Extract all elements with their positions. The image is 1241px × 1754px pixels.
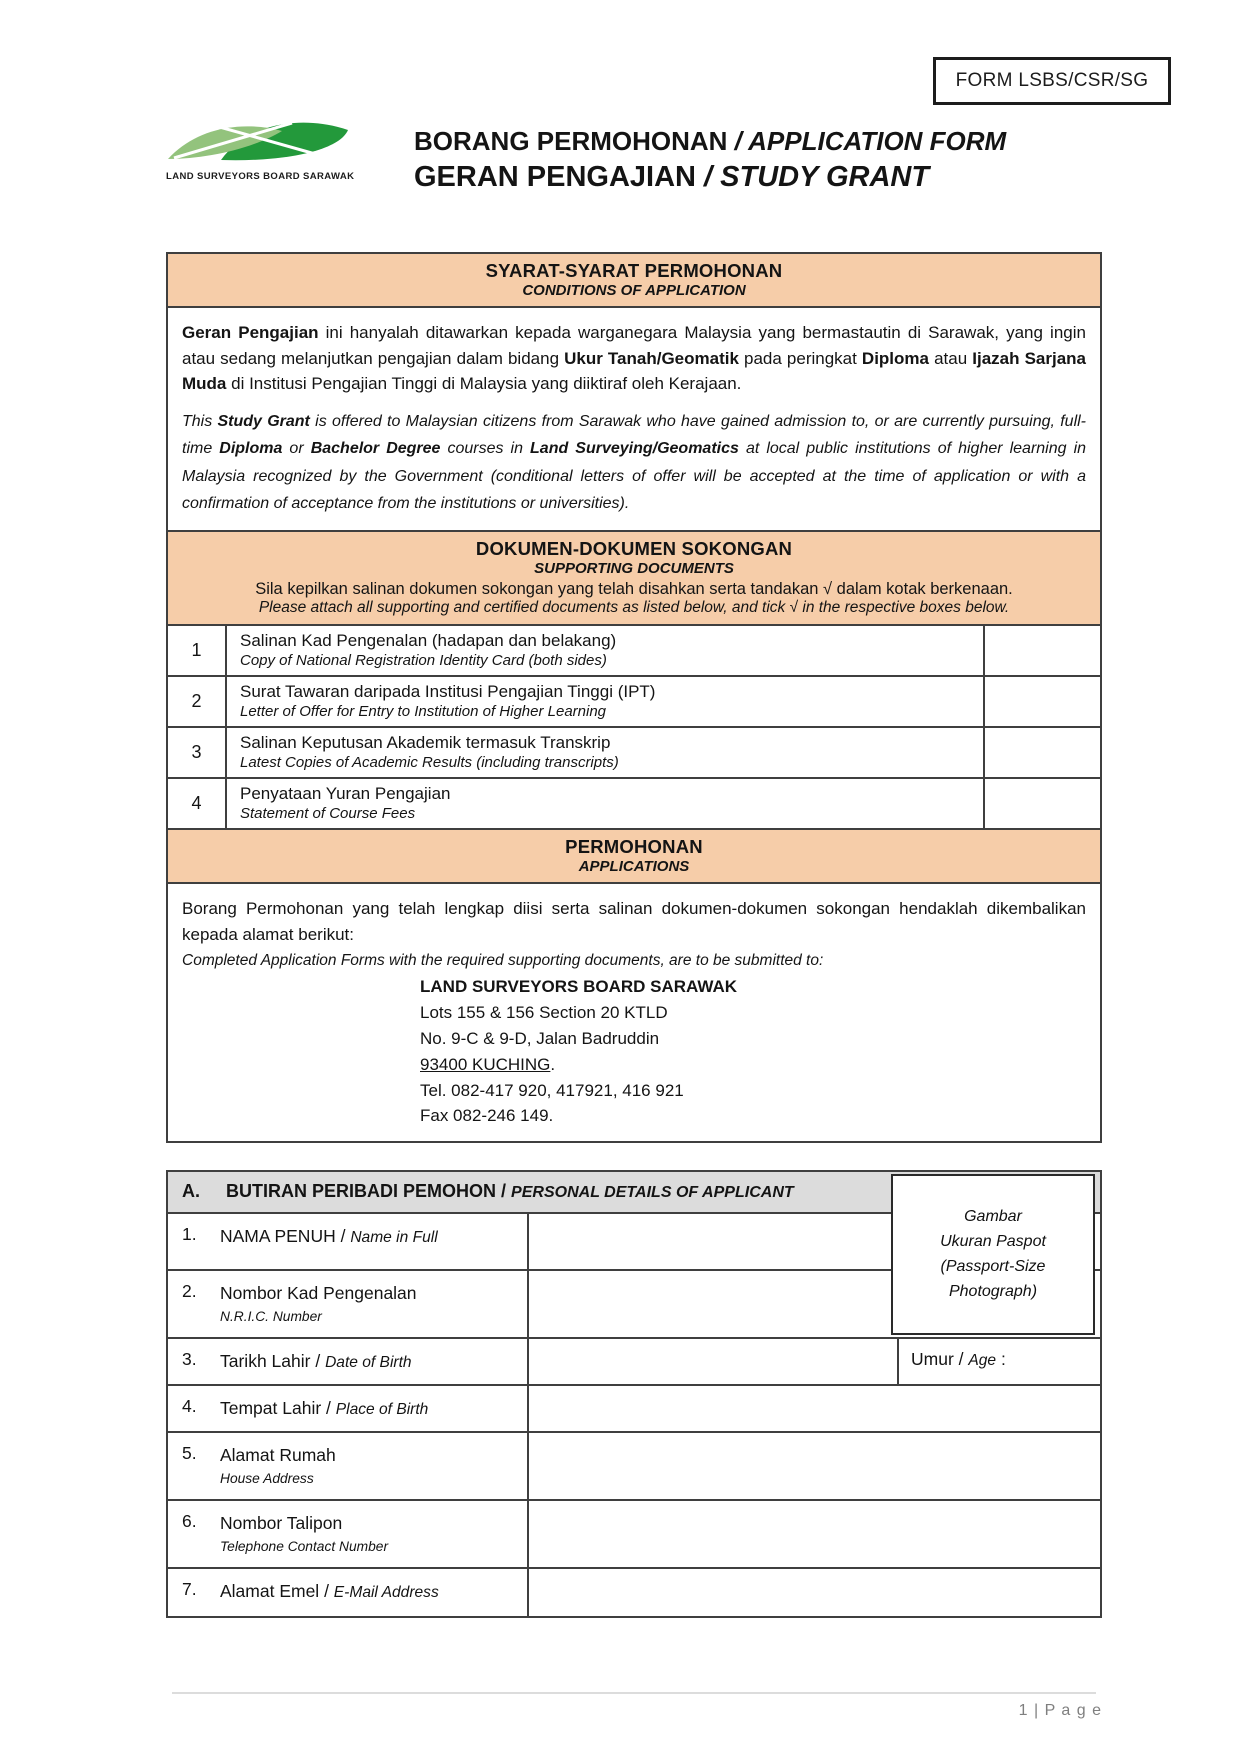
section-a-letter: A. bbox=[182, 1181, 200, 1202]
form-title-line1: BORANG PERMOHONAN / APPLICATION FORM bbox=[414, 126, 1007, 156]
photo-box-line-1: Gambar bbox=[964, 1208, 1022, 1226]
field-text-bm: Nombor Talipon bbox=[220, 1513, 343, 1534]
field-text bbox=[220, 1443, 336, 1489]
field-text: NAMA PENUH / Name in Full bbox=[220, 1226, 438, 1247]
document-row-2-bm: Surat Tawaran daripada Institusi Pengajian Tinggi (IPT) bbox=[240, 681, 656, 701]
tick-box-cell-1[interactable] bbox=[985, 626, 1100, 675]
field-number: 1. bbox=[182, 1224, 197, 1245]
tick-box-cell-2[interactable] bbox=[985, 677, 1100, 726]
applications-paragraph-en: Completed Application Forms with the required supporting documents, are to be submitted to: bbox=[182, 952, 824, 970]
section-a-title: BUTIRAN PERIBADI PEMOHON / PERSONAL DETAILS OF APPLICANT bbox=[226, 1181, 794, 1202]
field-value-date-of-birth-wrap bbox=[527, 1339, 1100, 1384]
applications-heading-bm: PERMOHONAN bbox=[565, 835, 703, 857]
document-row-3-description bbox=[227, 728, 985, 777]
field-row-house-address bbox=[168, 1433, 1100, 1501]
field-row-telephone bbox=[168, 1501, 1100, 1569]
field-label-nric bbox=[168, 1271, 527, 1337]
field-text: Tempat Lahir / Place of Birth bbox=[220, 1398, 429, 1419]
conditions-header bbox=[168, 254, 1100, 308]
document-row-4-number: 4 bbox=[168, 779, 227, 828]
tick-box-cell-3[interactable] bbox=[985, 728, 1100, 777]
document-row-1-description bbox=[227, 626, 985, 675]
document-row-2-en: Letter of Offer for Entry to Institution of Higher Learning bbox=[240, 702, 607, 720]
applications-header bbox=[168, 830, 1100, 884]
field-text-en: Telephone Contact Number bbox=[220, 1538, 389, 1554]
lsbs-logo bbox=[166, 118, 355, 182]
field-number: 2. bbox=[182, 1281, 197, 1302]
document-row-2-number: 2 bbox=[168, 677, 227, 726]
field-text: Tarikh Lahir / Date of Birth bbox=[220, 1351, 412, 1372]
passport-photo-box[interactable] bbox=[891, 1174, 1095, 1335]
field-value-place-of-birth[interactable] bbox=[527, 1386, 1100, 1431]
photo-box-line-4: Photograph) bbox=[948, 1282, 1038, 1300]
document-row-4-bm: Penyataan Yuran Pengajian bbox=[240, 783, 451, 803]
document-row-3-bm: Salinan Keputusan Akademik termasuk Transkrip bbox=[240, 732, 611, 752]
submission-address bbox=[420, 974, 1086, 1129]
document-row-4-description bbox=[227, 779, 985, 828]
field-number: 5. bbox=[182, 1443, 197, 1463]
photo-box-line-3: (Passport-Size bbox=[940, 1257, 1046, 1275]
document-row-1-bm: Salinan Kad Pengenalan (hadapan dan belakang) bbox=[240, 630, 617, 650]
address-line-3: No. 9-C & 9-D, Jalan Badruddin bbox=[420, 1028, 660, 1048]
documents-header bbox=[168, 532, 1100, 626]
logo-caption: LAND SURVEYORS BOARD SARAWAK bbox=[166, 171, 355, 182]
field-number: 3. bbox=[182, 1349, 197, 1370]
documents-note-en: Please attach all supporting and certified documents as listed below, and tick √ in the respective boxes below. bbox=[258, 598, 1010, 616]
field-text-en: House Address bbox=[220, 1470, 314, 1486]
address-line-2: Lots 155 & 156 Section 20 KTLD bbox=[420, 1003, 668, 1023]
conditions-heading-bm: SYARAT-SYARAT PERMOHONAN bbox=[485, 260, 783, 281]
form-title-block bbox=[414, 118, 1006, 197]
field-row-place-of-birth bbox=[168, 1386, 1100, 1433]
conditions-paragraph-en: This Study Grant is offered to Malaysian citizens from Sarawak who have gained admission to, or are currently pursuing, full-time Diploma or Bachelor Degree courses in Land Surveying/Geomatics at local public institutions of higher learning in Malaysia recognized by the Government (conditional letters of offer will be accepted at the time of application or with a confirmation of acceptance from the institutions or universities). bbox=[182, 412, 1087, 513]
applications-paragraph-bm: Borang Permohonan yang telah lengkap diisi serta salinan dokumen-dokumen sokongan hendaklah dikembalikan kepada alamat berikut: bbox=[182, 898, 1086, 944]
field-text bbox=[220, 1511, 388, 1557]
document-row-4 bbox=[168, 779, 1100, 828]
form-body bbox=[166, 252, 1102, 1618]
field-value-email-address[interactable] bbox=[527, 1569, 1100, 1616]
field-value-age[interactable] bbox=[897, 1339, 1100, 1384]
tick-box-cell-4[interactable] bbox=[985, 779, 1100, 828]
document-row-1-number: 1 bbox=[168, 626, 227, 675]
address-line-5: Tel. 082-417 920, 417921, 416 921 bbox=[420, 1080, 684, 1100]
field-text-en: N.R.I.C. Number bbox=[220, 1308, 322, 1324]
address-line-1: LAND SURVEYORS BOARD SARAWAK bbox=[420, 977, 738, 997]
info-box bbox=[166, 252, 1102, 1143]
documents-heading-bm: DOKUMEN-DOKUMEN SOKONGAN bbox=[475, 537, 793, 559]
lsbs-logo-icon bbox=[166, 118, 352, 165]
field-label-date-of-birth bbox=[168, 1339, 527, 1384]
documents-table bbox=[168, 626, 1100, 830]
field-number: 4. bbox=[182, 1396, 197, 1417]
document-row-3-number: 3 bbox=[168, 728, 227, 777]
photo-box-line-2: Ukuran Paspot bbox=[940, 1232, 1046, 1250]
document-row-1-en: Copy of National Registration Identity Card (both sides) bbox=[240, 651, 607, 669]
conditions-paragraph-bm: Geran Pengajian ini hanyalah ditawarkan kepada warganegara Malaysia yang bermastautin di Sarawak, yang ingin atau sedang melanjutkan pengajian dalam bidang Ukur Tanah/Geomatik pada peringkat Diploma atau Ijazah Sarjana Muda di Institusi Pengajian Tinggi di Malaysia yang diiktiraf oleh Kerajaan. bbox=[182, 323, 1086, 393]
field-value-telephone-number[interactable] bbox=[527, 1501, 1100, 1567]
field-number: 6. bbox=[182, 1511, 197, 1532]
field-value-date-of-birth[interactable] bbox=[529, 1339, 897, 1384]
document-row-3-en: Latest Copies of Academic Results (including transcripts) bbox=[240, 753, 619, 771]
conditions-body bbox=[168, 308, 1100, 532]
field-text-bm: Alamat Rumah bbox=[220, 1445, 336, 1465]
form-code: FORM LSBS/CSR/SG bbox=[955, 70, 1149, 91]
applications-heading-en: APPLICATIONS bbox=[578, 857, 690, 875]
document-row-4-en: Statement of Course Fees bbox=[240, 804, 416, 822]
document-header bbox=[166, 118, 1006, 197]
field-row-email bbox=[168, 1569, 1100, 1616]
field-row-date-of-birth bbox=[168, 1339, 1100, 1386]
field-label-name bbox=[168, 1214, 527, 1269]
age-label: Umur / Age : bbox=[911, 1349, 1006, 1370]
field-label-house-address bbox=[168, 1433, 527, 1499]
document-row-3 bbox=[168, 728, 1100, 779]
page-number: 1 | P a g e bbox=[1018, 1702, 1102, 1719]
field-number: 7. bbox=[182, 1579, 197, 1600]
address-line-4: 93400 KUCHING. bbox=[420, 1054, 556, 1074]
form-code-box bbox=[933, 57, 1171, 105]
applications-body bbox=[168, 884, 1100, 1142]
address-line-6: Fax 082-246 149. bbox=[420, 1106, 554, 1126]
document-row-2-description bbox=[227, 677, 985, 726]
section-a-personal-details bbox=[166, 1170, 1102, 1618]
document-row-2 bbox=[168, 677, 1100, 728]
documents-note-bm: Sila kepilkan salinan dokumen sokongan yang telah disahkan serta tandakan √ dalam kotak berkenaan. bbox=[255, 579, 1013, 598]
field-text-bm: Nombor Kad Pengenalan bbox=[220, 1283, 417, 1304]
field-text: Alamat Emel / E-Mail Address bbox=[220, 1581, 439, 1602]
field-text bbox=[220, 1281, 417, 1327]
field-value-house-address[interactable] bbox=[527, 1433, 1100, 1499]
field-label-telephone bbox=[168, 1501, 527, 1567]
footer-divider bbox=[172, 1692, 1096, 1694]
document-row-1 bbox=[168, 626, 1100, 677]
conditions-heading-en: CONDITIONS OF APPLICATION bbox=[522, 282, 746, 299]
form-title-line2: GERAN PENGAJIAN / STUDY GRANT bbox=[414, 161, 930, 194]
field-label-place-of-birth bbox=[168, 1386, 527, 1431]
documents-heading-en: SUPPORTING DOCUMENTS bbox=[534, 559, 734, 577]
field-label-email bbox=[168, 1569, 527, 1616]
